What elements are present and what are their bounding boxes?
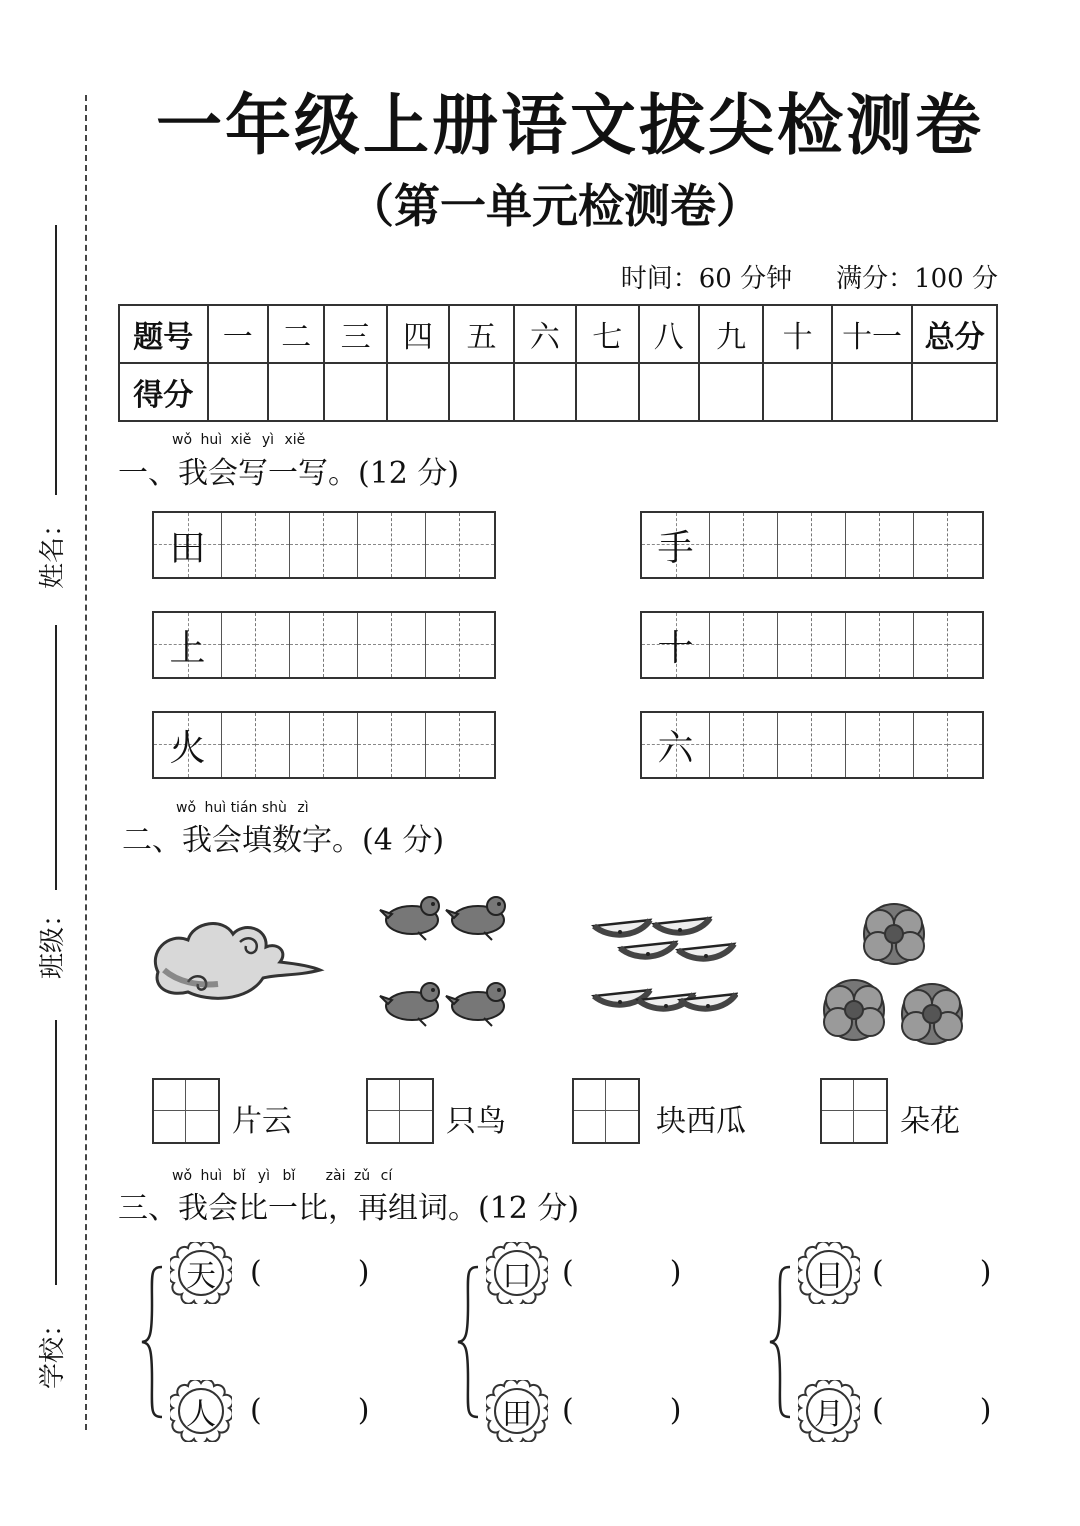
grid-cell[interactable]	[744, 513, 778, 577]
grid-cell[interactable]	[880, 513, 914, 577]
flower-unit-label: 朵花	[900, 1104, 960, 1139]
pinyin: wǒ	[172, 1168, 193, 1184]
section3-title: 三、我会比一比，再组词。(12 分)	[118, 1191, 580, 1226]
column-label: 二	[268, 305, 324, 363]
school-label: 学校：	[37, 1310, 68, 1389]
grid-cell[interactable]	[426, 513, 460, 577]
grid-cell[interactable]	[324, 513, 358, 577]
score-cell[interactable]	[268, 363, 324, 421]
compare-char: 口	[502, 1259, 532, 1294]
grid-cell[interactable]	[290, 513, 324, 577]
column-label: 一	[208, 305, 268, 363]
column-label: 八	[639, 305, 699, 363]
grid-cell[interactable]	[392, 613, 426, 677]
paren-close: )	[357, 1255, 370, 1290]
grid-cell[interactable]	[460, 713, 494, 777]
pinyin: wǒ	[172, 432, 193, 448]
grid-cell[interactable]	[460, 613, 494, 677]
section1-pinyin	[172, 432, 305, 448]
pinyin: xiě	[284, 432, 306, 448]
pinyin: yì	[257, 1168, 270, 1184]
grid-cell[interactable]	[948, 513, 982, 577]
pinyin: zì	[297, 800, 309, 816]
flower-icon	[818, 900, 968, 1050]
grid-cell[interactable]	[392, 513, 426, 577]
score-cell[interactable]	[576, 363, 638, 421]
answer-blank[interactable]	[872, 1393, 991, 1428]
grid-cell[interactable]	[914, 713, 948, 777]
writing-grid[interactable]	[152, 711, 496, 779]
paren-open: (	[250, 1393, 262, 1428]
answer-blank[interactable]	[562, 1393, 681, 1428]
grid-cell[interactable]	[948, 713, 982, 777]
compare-char: 月	[814, 1397, 844, 1432]
score-cell[interactable]	[832, 363, 913, 421]
score-cell[interactable]	[387, 363, 449, 421]
grid-cell[interactable]	[778, 713, 812, 777]
model-char: 火	[169, 727, 206, 769]
paren-open: (	[250, 1255, 262, 1290]
number-answer-box[interactable]	[820, 1078, 888, 1144]
writing-grid[interactable]	[640, 511, 984, 579]
model-char: 手	[657, 527, 694, 569]
grid-cell[interactable]	[222, 713, 256, 777]
section2-pinyin	[176, 800, 309, 816]
pinyin: huì	[200, 432, 223, 448]
grid-cell[interactable]	[222, 513, 256, 577]
pinyin: shù	[261, 800, 287, 816]
grid-cell[interactable]	[392, 713, 426, 777]
grid-cell[interactable]	[710, 513, 744, 577]
score-cell[interactable]	[639, 363, 699, 421]
grid-cell[interactable]	[880, 613, 914, 677]
paren-open: (	[872, 1393, 884, 1428]
model-char: 田	[169, 527, 206, 569]
name-fill-line	[55, 225, 57, 495]
pinyin: huì	[200, 1168, 223, 1184]
class-label: 班级：	[37, 900, 68, 979]
score-row	[119, 363, 997, 421]
compare-char: 天	[186, 1259, 216, 1294]
column-label: 五	[449, 305, 513, 363]
pinyin: huì	[204, 800, 227, 816]
score-header: 得分	[119, 363, 208, 421]
writing-grid[interactable]	[640, 711, 984, 779]
grid-cell[interactable]	[880, 713, 914, 777]
column-label: 十一	[832, 305, 913, 363]
model-char-cell	[642, 513, 710, 577]
compare-char: 日	[814, 1259, 844, 1294]
grid-cell[interactable]	[426, 713, 460, 777]
score-cell[interactable]	[324, 363, 386, 421]
grid-cell[interactable]	[846, 613, 880, 677]
grid-cell[interactable]	[256, 513, 290, 577]
pinyin: bǐ	[282, 1168, 296, 1184]
answer-blank[interactable]	[250, 1393, 369, 1428]
pinyin: yì	[261, 432, 274, 448]
page-title: 一年级上册语文拔尖检测卷	[156, 87, 984, 164]
grid-cell[interactable]	[744, 613, 778, 677]
grid-cell[interactable]	[358, 513, 392, 577]
score-cell[interactable]	[208, 363, 268, 421]
grid-cell[interactable]	[778, 513, 812, 577]
model-char-cell	[642, 613, 710, 677]
full-score: 满分：100 分	[836, 264, 998, 294]
grid-cell[interactable]	[710, 613, 744, 677]
grid-cell[interactable]	[290, 613, 324, 677]
paren-close: )	[979, 1393, 992, 1428]
answer-blank[interactable]	[250, 1255, 369, 1290]
grid-cell[interactable]	[256, 713, 290, 777]
grid-cell[interactable]	[948, 613, 982, 677]
grid-cell[interactable]	[710, 713, 744, 777]
number-answer-box[interactable]	[152, 1078, 220, 1144]
section3-pinyin	[172, 1168, 392, 1184]
grid-cell[interactable]	[914, 513, 948, 577]
section1-title: 一、我会写一写。(12 分)	[118, 456, 460, 491]
grid-cell[interactable]	[460, 513, 494, 577]
watermelon-icon	[590, 900, 738, 1038]
model-char: 六	[657, 727, 694, 769]
paren-open: (	[562, 1393, 574, 1428]
column-label: 三	[324, 305, 386, 363]
grid-cell[interactable]	[846, 713, 880, 777]
brace-icon	[140, 1265, 166, 1420]
bird-unit-label: 只鸟	[446, 1104, 506, 1139]
bird-icon	[378, 888, 516, 1046]
pinyin: zǔ	[353, 1168, 371, 1184]
question-number-header: 题号	[119, 305, 208, 363]
model-char-cell	[154, 513, 222, 577]
school-fill-line	[55, 1020, 57, 1285]
column-label: 九	[699, 305, 763, 363]
pinyin: tián	[230, 800, 258, 816]
score-table	[118, 304, 998, 422]
grid-cell[interactable]	[778, 613, 812, 677]
column-label: 十	[763, 305, 831, 363]
score-cell[interactable]	[699, 363, 763, 421]
grid-cell[interactable]	[812, 513, 846, 577]
grid-cell[interactable]	[324, 613, 358, 677]
question-number-row	[119, 305, 997, 363]
paren-close: )	[669, 1393, 682, 1428]
watermelon-unit-label: 块西瓜	[656, 1104, 746, 1139]
total-label: 总分	[912, 305, 997, 363]
grid-cell[interactable]	[426, 613, 460, 677]
writing-grid[interactable]	[152, 611, 496, 679]
page-subtitle: （第一单元检测卷）	[348, 179, 762, 233]
score-cell[interactable]	[514, 363, 576, 421]
brace-icon	[456, 1265, 482, 1420]
column-label: 七	[576, 305, 638, 363]
cloud-unit-label: 片云	[232, 1104, 292, 1139]
model-char: 十	[657, 627, 694, 669]
paren-open: (	[872, 1255, 884, 1290]
column-label: 六	[514, 305, 576, 363]
name-label: 姓名：	[37, 510, 68, 589]
number-answer-box[interactable]	[366, 1078, 434, 1144]
paren-close: )	[669, 1255, 682, 1290]
grid-cell[interactable]	[812, 713, 846, 777]
grid-cell[interactable]	[914, 613, 948, 677]
cloud-icon	[148, 912, 326, 1004]
answer-blank[interactable]	[562, 1255, 681, 1290]
model-char: 上	[169, 627, 206, 669]
writing-grid[interactable]	[640, 611, 984, 679]
exam-meta	[621, 258, 998, 295]
section2-title: 二、我会填数字。(4 分)	[122, 823, 445, 858]
paren-close: )	[357, 1393, 370, 1428]
grid-cell[interactable]	[846, 513, 880, 577]
time-limit: 时间：60 分钟	[620, 264, 793, 294]
score-cell[interactable]	[912, 363, 997, 421]
grid-cell[interactable]	[256, 613, 290, 677]
pinyin: bǐ	[232, 1168, 246, 1184]
brace-icon	[768, 1265, 794, 1420]
grid-cell[interactable]	[290, 713, 324, 777]
binding-dashed-line	[85, 95, 87, 1430]
grid-cell[interactable]	[812, 613, 846, 677]
paren-open: (	[562, 1255, 574, 1290]
writing-grid[interactable]	[152, 511, 496, 579]
grid-cell[interactable]	[222, 613, 256, 677]
answer-blank[interactable]	[872, 1255, 991, 1290]
number-answer-box[interactable]	[572, 1078, 640, 1144]
score-cell[interactable]	[763, 363, 831, 421]
grid-cell[interactable]	[744, 713, 778, 777]
compare-char: 人	[186, 1397, 216, 1432]
grid-cell[interactable]	[358, 713, 392, 777]
column-label: 四	[387, 305, 449, 363]
pinyin: cí	[380, 1168, 393, 1184]
pinyin: zài	[325, 1168, 346, 1184]
compare-char: 田	[502, 1397, 532, 1432]
score-cell[interactable]	[449, 363, 513, 421]
pinyin: xiě	[230, 432, 252, 448]
class-fill-line	[55, 625, 57, 890]
model-char-cell	[154, 713, 222, 777]
model-char-cell	[154, 613, 222, 677]
model-char-cell	[642, 713, 710, 777]
paren-close: )	[979, 1255, 992, 1290]
grid-cell[interactable]	[324, 713, 358, 777]
grid-cell[interactable]	[358, 613, 392, 677]
pinyin: wǒ	[176, 800, 197, 816]
